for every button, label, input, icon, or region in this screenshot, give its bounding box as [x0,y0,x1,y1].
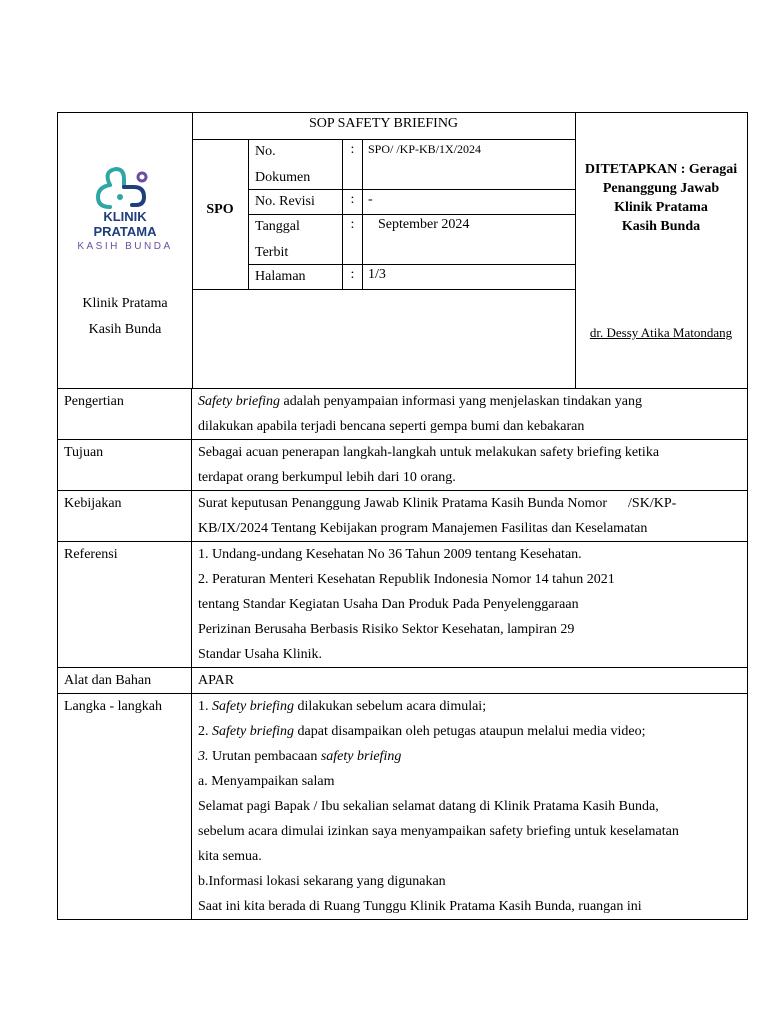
info-label-line1: Halaman [255,269,306,284]
info-value-tanggal-terbit: September 2024 [378,217,470,232]
langkah-item3-num: 3. [198,749,209,764]
info-row-no-revisi [248,189,575,215]
document-info-grid [248,139,575,290]
ditetapkan-line1: DITETAPKAN : Geragai [584,162,738,177]
row-kebijakan [58,491,748,542]
clinic-logo [58,163,192,263]
referensi-line: Perizinan Berusaha Berbasis Risiko Sektor Kesehatan, lampiran 29 [198,622,575,637]
langkah-line: b.Informasi lokasi sekarang yang digunakan [198,874,446,889]
content-alat-bahan: APAR [192,668,748,694]
label-alat-bahan: Alat dan Bahan [58,668,192,694]
pengertian-line1 [198,389,741,414]
label-tujuan: Tujuan [58,440,192,491]
sop-header-block [57,112,748,389]
clinic-cross-logo-icon [58,163,192,263]
row-referensi [58,542,748,668]
info-label [248,189,343,214]
info-colon: : [343,189,363,214]
langkah-item3-italic: safety briefing [320,749,402,764]
ditetapkan-line3: Klinik Pratama [614,200,708,215]
langkah-line: Selamat pagi Bapak / Ibu sekalian selamat datang di Klinik Pratama Kasih Bunda, [198,799,659,814]
spo-label: SPO [192,139,249,290]
content-referensi [192,542,748,668]
tujuan-line2: terdapat orang berkumpul lebih dari 10 orang. [198,470,456,485]
tujuan-line1: Sebagai acuan penerapan langkah-langkah untuk melakukan safety briefing ketika [198,445,660,460]
langkah-item2-rest: dapat disampaikan oleh petugas ataupun melalui media video; [294,724,646,739]
langkah-line: a. Menyampaikan salam [198,774,335,789]
logo-column [58,113,193,388]
langkah-line: kita semua. [198,849,262,864]
info-value-no-dokumen: SPO/ /KP-KB/1X/2024 [368,142,482,156]
info-label-line2: Dokumen [255,170,311,185]
kebijakan-line1: Surat keputusan Penanggung Jawab Klinik Pratama Kasih Bunda Nomor /SK/KP- [198,496,677,511]
info-label-line2: Terbit [255,245,289,260]
info-label [248,139,343,189]
row-pengertian [58,389,748,440]
info-row-halaman [248,264,575,289]
content-tujuan [192,440,748,491]
langkah-item3-rest: Urutan pembacaan [208,749,321,764]
info-label [248,214,343,264]
langkah-item3 [198,744,741,769]
info-colon: : [343,264,363,289]
logo-text-pratama: PRATAMA [93,224,157,239]
info-label [248,264,343,289]
content-kebijakan [192,491,748,542]
langkah-line: sebelum acara dimulai izinkan saya menyampaikan safety briefing untuk keselamatan [198,824,679,839]
referensi-line: 1. Undang-undang Kesehatan No 36 Tahun 2009 tentang Kesehatan. [198,547,582,562]
ditetapkan-line2: Penanggung Jawab [602,181,720,196]
info-label-line1: No. [255,144,276,159]
sop-title: SOP SAFETY BRIEFING [192,113,575,140]
row-langkah [58,694,748,920]
label-pengertian: Pengertian [58,389,192,440]
referensi-line: 2. Peraturan Menteri Kesehatan Republik Indonesia Nomor 14 tahun 2021 [198,572,615,587]
langkah-item1-num: 1. [198,699,212,714]
info-value-no-revisi: - [368,192,373,207]
row-alat-bahan [58,668,748,694]
info-value-halaman: 1/3 [368,267,386,282]
langkah-item1 [198,694,741,719]
ditetapkan-block [575,160,747,236]
signer-name: dr. Dessy Atika Matondang [589,325,733,340]
clinic-name-line1: Klinik Pratama [82,296,168,311]
pengertian-italic: Safety briefing [198,394,281,409]
row-tujuan [58,440,748,491]
clinic-name [58,291,192,343]
label-kebijakan: Kebijakan [58,491,192,542]
kebijakan-line2: KB/IX/2024 Tentang Kebijakan program Manajemen Fasilitas dan Keselamatan [198,521,648,536]
info-row-no-dokumen [248,139,575,190]
info-label-line1: No. Revisi [255,194,315,209]
langkah-item2 [198,719,741,744]
label-langkah: Langka - langkah [58,694,192,920]
langkah-line: Saat ini kita berada di Ruang Tunggu Klinik Pratama Kasih Bunda, ruangan ini [198,899,642,914]
info-label-line1: Tanggal [255,219,300,234]
referensi-line: Standar Usaha Klinik. [198,647,323,662]
langkah-item1-rest: dilakukan sebelum acara dimulai; [294,699,487,714]
langkah-item2-italic: Safety briefing [212,724,295,739]
document-info-column [192,113,576,388]
ditetapkan-line4: Kasih Bunda [621,219,701,234]
referensi-line: tentang Standar Kegiatan Usaha Dan Produk Pada Penyelenggaraan [198,597,579,612]
langkah-item2-num: 2. [198,724,212,739]
langkah-item1-italic: Safety briefing [212,699,295,714]
content-pengertian [192,389,748,440]
info-colon: : [343,139,363,189]
approval-column [575,113,747,388]
info-colon: : [343,214,363,264]
pengertian-line1-rest: adalah penyampaian informasi yang menjelaskan tindakan yang [280,394,642,409]
logo-text-kasih-bunda: KASIH BUNDA [77,241,173,252]
pengertian-line2: dilakukan apabila terjadi bencana seperti gempa bumi dan kebakaran [198,419,585,434]
content-langkah [192,694,748,920]
logo-text-klinik: KLINIK [103,209,147,224]
info-row-tanggal-terbit [248,214,575,265]
label-referensi: Referensi [58,542,192,668]
sop-content-table [57,388,748,920]
clinic-name-line2: Kasih Bunda [88,322,162,337]
